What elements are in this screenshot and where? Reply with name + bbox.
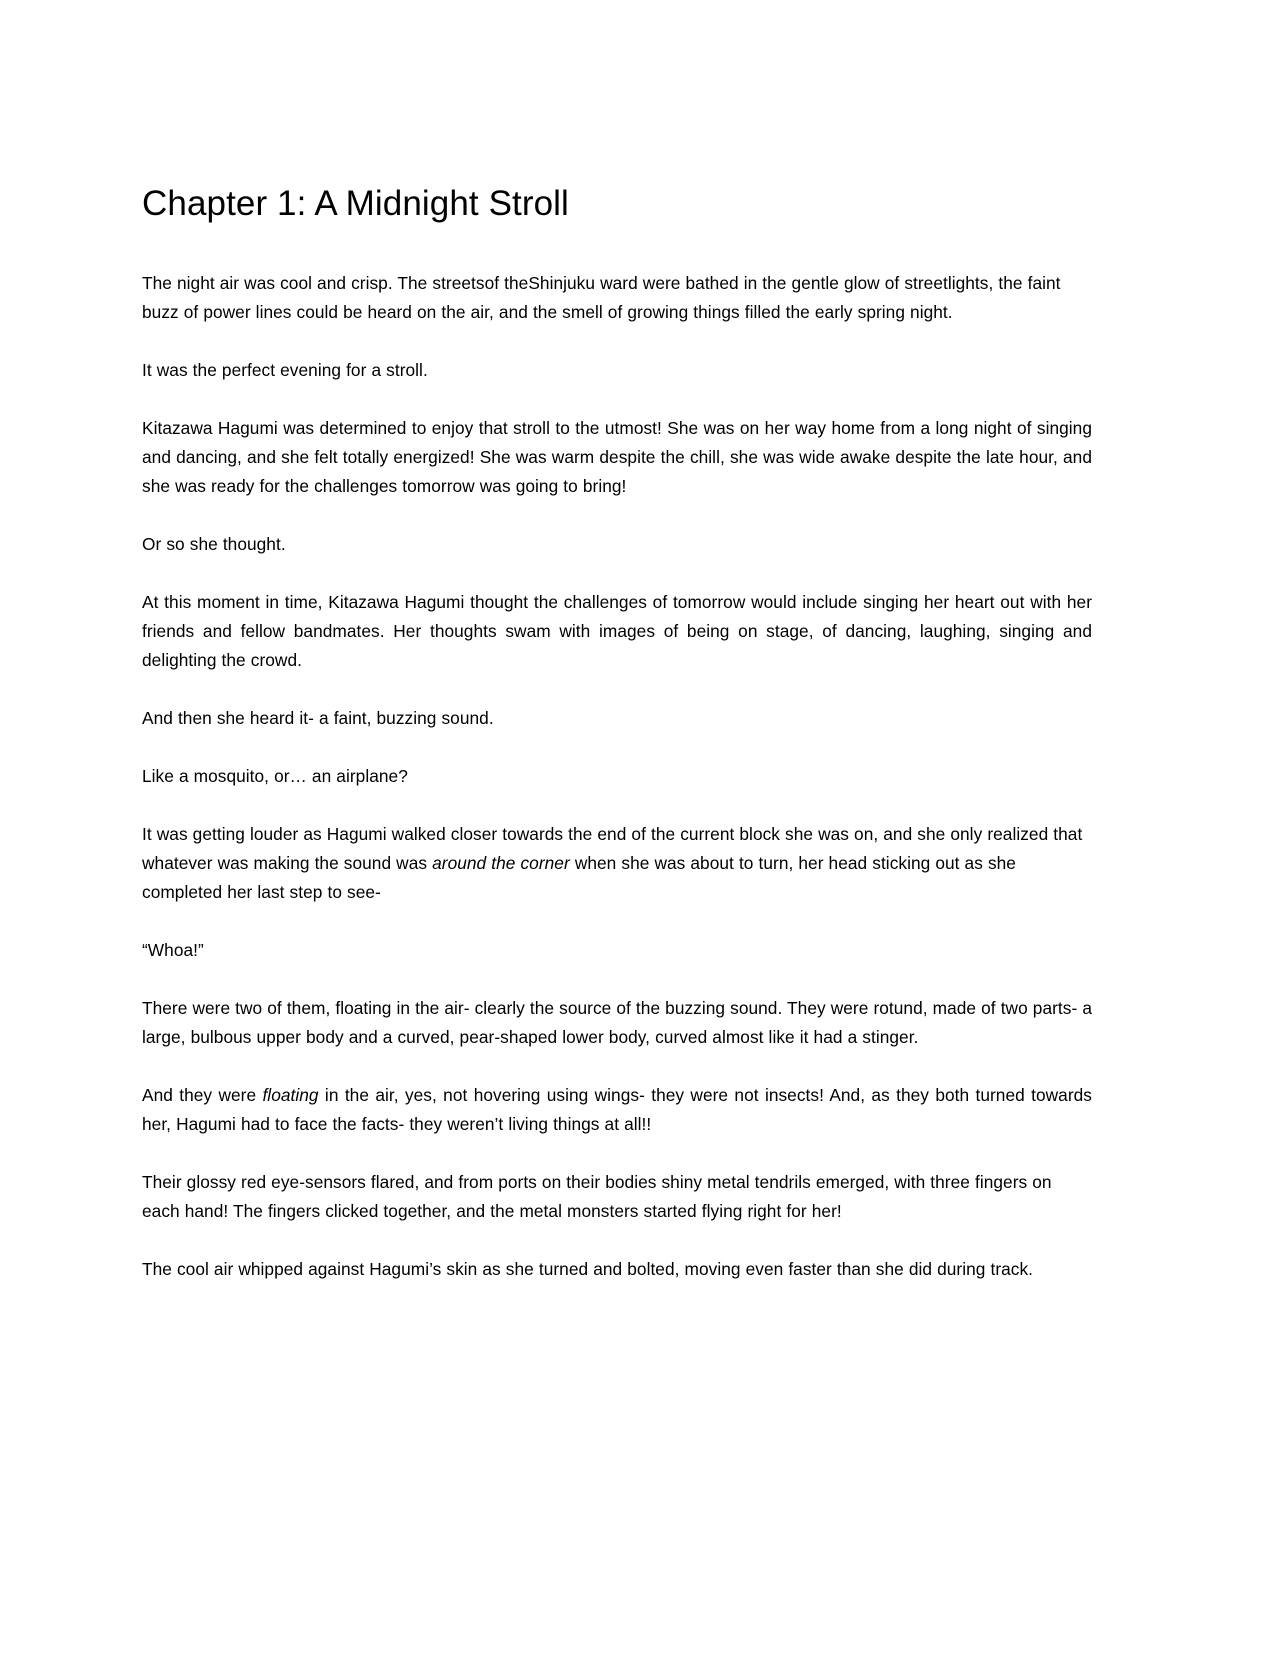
emphasis-text: floating xyxy=(262,1084,319,1105)
paragraph-text: “Whoa!” xyxy=(142,939,204,960)
paragraph-text: Kitazawa Hagumi was determined to enjoy that stroll to the utmost! She was on her way home from a long night of singing and dancing, and she felt totally energized! She was warm despite the chill, she was wide awake despite the late hour, and she was ready for the challenges tomorrow was going to bring! xyxy=(142,417,1092,496)
paragraph xyxy=(142,385,1092,501)
paragraph-text: when she was about to turn, her head sticking out as she completed her last step to see- xyxy=(142,852,1016,902)
emphasis-text: around the corner xyxy=(432,852,570,873)
paragraph xyxy=(142,327,1092,385)
paragraph-text: And they were xyxy=(142,1084,263,1105)
paragraph-text: It was the perfect evening for a stroll. xyxy=(142,359,428,380)
paragraph xyxy=(142,791,1092,907)
paragraph-list xyxy=(142,226,1092,1284)
document-body xyxy=(142,0,1092,1284)
paragraph xyxy=(142,907,1092,965)
paragraph-text: At this moment in time, Kitazawa Hagumi thought the challenges of tomorrow would include singing her heart out with her friends and fellow bandmates. Her thoughts swam with images of being on stage, of dancing, laughing, singing and delighting the crowd. xyxy=(142,591,1092,670)
paragraph-text: The night air was cool and crisp. The streetsof theShinjuku ward were bathed in the gentle glow of streetlights, the faint buzz of power lines could be heard on the air, and the smell of growing things filled the early spring night. xyxy=(142,272,1061,322)
paragraph xyxy=(142,1052,1092,1139)
paragraph xyxy=(142,559,1092,675)
paragraph xyxy=(142,965,1092,1052)
paragraph-text: There were two of them, floating in the air- clearly the source of the buzzing sound. They were rotund, made of two parts- a large, bulbous upper body and a curved, pear-shaped lower body, curved almost like it had a stinger. xyxy=(142,997,1092,1047)
paragraph xyxy=(142,501,1092,559)
paragraph xyxy=(142,1139,1092,1226)
paragraph-text: And then she heard it- a faint, buzzing sound. xyxy=(142,707,494,728)
paragraph xyxy=(142,1226,1092,1284)
paragraph xyxy=(142,675,1092,733)
paragraph-text: Or so she thought. xyxy=(142,533,286,554)
paragraph xyxy=(142,226,1092,327)
paragraph-text: The cool air whipped against Hagumi’s skin as she turned and bolted, moving even faster than she did during track. xyxy=(142,1258,1034,1279)
page-title: Chapter 1: A Midnight Stroll xyxy=(142,184,569,223)
paragraph-text: It was getting louder as Hagumi walked closer towards the end of the current block she was on, and she only realized that whatever was making the sound was xyxy=(142,823,1083,873)
paragraph-text: Like a mosquito, or… an airplane? xyxy=(142,765,408,786)
paragraph-text: in the air, yes, not hovering using wings- they were not insects! And, as they both turned towards her, Hagumi had to face the facts- they weren’t living things at all!! xyxy=(142,1084,1092,1134)
paragraph xyxy=(142,733,1092,791)
paragraph-text: Their glossy red eye-sensors flared, and from ports on their bodies shiny metal tendrils emerged, with three fingers on each hand! The fingers clicked together, and the metal monsters started flying right for her! xyxy=(142,1171,1052,1221)
